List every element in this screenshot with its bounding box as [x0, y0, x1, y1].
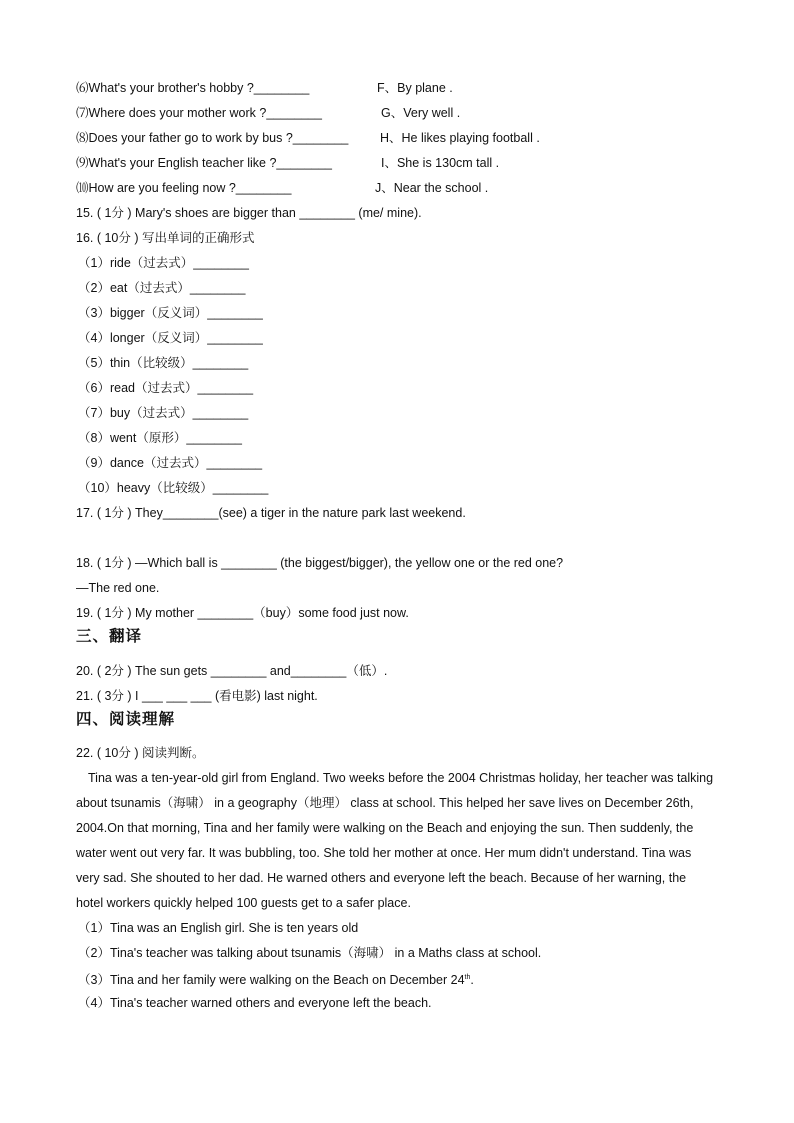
- question-16-item: （7）buy（过去式）________: [78, 406, 249, 420]
- question-15: 15. ( 1分 ) Mary's shoes are bigger than ________ (me/ mine).: [76, 206, 422, 220]
- question-16-item: （8）went（原形）________: [78, 431, 242, 445]
- statement: （2）Tina's teacher was talking about tsunamis（海啸） in a Maths class at school.: [78, 946, 542, 960]
- question-16-item: （9）dance（过去式）________: [78, 456, 263, 470]
- question-16-item: （4）longer（反义词）________: [78, 331, 263, 345]
- matching-answer: F、By plane .: [377, 81, 453, 95]
- matching-question: ⑹What's your brother's hobby ?________: [76, 81, 310, 95]
- statement: [78, 970, 474, 988]
- question-22-title: 22. ( 10分 ) 阅读判断。: [76, 746, 205, 760]
- matching-answer: H、He likes playing football .: [380, 131, 540, 145]
- reading-passage: Tina was a ten-year-old girl from England. Two weeks before the 2004 Christmas holiday, her teacher was talking about tsunamis（海啸） in a geography（地理） class at school. This helped her save lives on December 26th, 2004.On that morning, Tina and her family were walking on the Beach and enjoying the sun. Then suddenly, the water went out very far. It was bubbling, too. She told her mother at once. Her mum didn't understand. Tina was very sad. She shouted to her dad. He warned others and everyone left the beach. Because of her warning, the hotel workers quickly helped 100 guests get to a safer place.: [76, 771, 714, 910]
- statement: （4）Tina's teacher warned others and everyone left the beach.: [78, 996, 432, 1010]
- matching-question: ⑻Does your father go to work by bus ?________: [76, 131, 349, 145]
- section-heading-translation: 三、翻译: [76, 628, 143, 645]
- matching-question: ⑺Where does your mother work ?________: [76, 106, 322, 120]
- matching-answer: J、Near the school .: [375, 181, 489, 195]
- question-18: 18. ( 1分 ) —Which ball is ________ (the biggest/bigger), the yellow one or the red one?: [76, 556, 564, 570]
- question-16-item: （6）read（过去式）________: [78, 381, 254, 395]
- question-16-item: （2）eat（过去式）________: [78, 281, 246, 295]
- ordinal-suffix: th: [464, 974, 471, 981]
- question-19: 19. ( 1分 ) My mother ________（buy）some food just now.: [76, 606, 409, 620]
- question-20: 20. ( 2分 ) The sun gets ________ and________（低）.: [76, 664, 388, 678]
- statement: （1）Tina was an English girl. She is ten years old: [78, 921, 359, 935]
- question-18-answer: —The red one.: [76, 581, 160, 595]
- statement-text: （3）Tina and her family were walking on the Beach on December 24: [78, 973, 465, 988]
- matching-answer: G、Very well .: [381, 106, 461, 120]
- section-heading-reading: 四、阅读理解: [76, 711, 176, 728]
- matching-answer: I、She is 130cm tall .: [381, 156, 500, 170]
- question-16-title: 16. ( 10分 ) 写出单词的正确形式: [76, 231, 255, 245]
- question-16-item: （3）bigger（反义词）________: [78, 306, 263, 320]
- matching-question: ⑽How are you feeling now ?________: [76, 181, 292, 195]
- question-21: 21. ( 3分 ) I ___ ___ ___ (看电影) last night.: [76, 689, 318, 703]
- matching-question: ⑼What's your English teacher like ?________: [76, 156, 333, 170]
- question-16-item: （10）heavy（比较级）________: [78, 481, 269, 495]
- question-16-item: （1）ride（过去式）________: [78, 256, 249, 270]
- question-16-item: （5）thin（比较级）________: [78, 356, 249, 370]
- question-17: 17. ( 1分 ) They________(see) a tiger in the nature park last weekend.: [76, 506, 466, 520]
- statement-end: .: [470, 973, 474, 988]
